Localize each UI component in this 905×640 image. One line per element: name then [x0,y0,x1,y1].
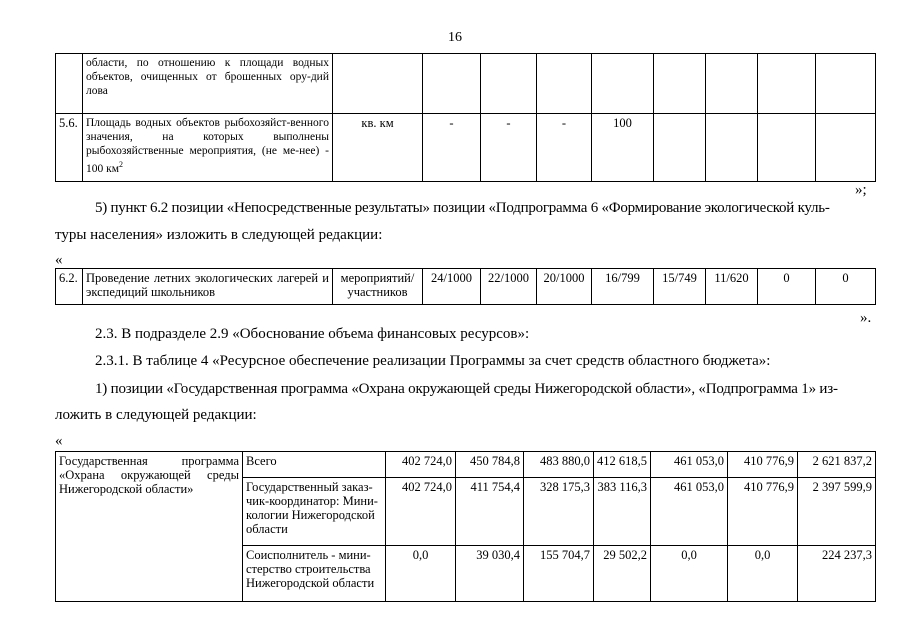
table-row [56,452,876,478]
row-number: 5.6. [56,114,83,182]
indicator-name: Проведение летних экологических лагерей и экспедиций школьников [83,269,333,305]
value-cell [481,54,537,114]
value-cell: 402 724,0 [386,452,456,478]
value-cell: 383 116,3 [594,478,651,546]
closing-quote: »; [855,182,867,198]
value-cell: 410 776,9 [728,478,798,546]
value-cell: 328 175,3 [524,478,594,546]
value-cell: 22/1000 [481,269,537,305]
opening-quote: « [55,252,63,268]
value-cell [758,114,816,182]
value-cell [654,114,706,182]
value-cell: 412 618,5 [594,452,651,478]
value-cell: 11/620 [706,269,758,305]
row-number: 6.2. [56,269,83,305]
table-row [56,269,876,305]
value-cell: 450 784,8 [456,452,524,478]
value-cell: 100 [592,114,654,182]
program-name: Государственная программа «Охрана окружающей среды Нижегородской области» [56,452,243,602]
closing-quote: ». [860,310,872,326]
table-indicators-continued [55,53,876,182]
opening-quote: « [55,433,63,449]
value-cell: 461 053,0 [651,478,728,546]
unit-cell: мероприятий/ участников [333,269,423,305]
value-cell: - [423,114,481,182]
value-cell [706,114,758,182]
unit-cell: кв. км [333,114,423,182]
value-cell [758,54,816,114]
unit-cell [333,54,423,114]
paragraph-1-line-2: ложить в следующей редакции: [55,407,257,423]
value-cell [592,54,654,114]
indicator-text: Площадь водных объектов рыбохозяйст-венного значения, на которых выполнены рыбохозяйственные мероприятия, (не ме-нее) - 100 км [86,117,329,175]
value-cell [816,114,876,182]
value-cell [654,54,706,114]
value-cell [423,54,481,114]
value-cell: 0,0 [386,546,456,602]
indicator-name [83,114,333,182]
table-row [56,114,876,182]
paragraph-2-3-1: 2.3.1. В таблице 4 «Ресурсное обеспечение реализации Программы за счет средств областного бюджета»: [95,353,771,369]
value-cell: 0 [816,269,876,305]
row-label: Государственный заказ-чик-координатор: Мини-кологии Нижегородской области [243,478,386,546]
value-cell: 411 754,4 [456,478,524,546]
value-cell [537,54,592,114]
page-number: 16 [448,30,462,45]
paragraph-1-line-1: 1) позиции «Государственная программа «Охрана окружающей среды Нижегородской области», «Подпрограмма 1» из- [95,381,838,397]
indicator-name: области, по отношению к площади водных объектов, очищенных от брошенных ору-дий лова [83,54,333,114]
table-indicator-6-2 [55,268,876,305]
paragraph-5-line-1: 5) пункт 6.2 позиции «Непосредственные результаты» позиции «Подпрограмма 6 «Формирование экологической куль- [95,200,830,216]
row-label: Всего [243,452,386,478]
value-cell: 24/1000 [423,269,481,305]
value-cell: 16/799 [592,269,654,305]
value-cell: 0,0 [728,546,798,602]
value-cell: 410 776,9 [728,452,798,478]
value-cell: - [537,114,592,182]
value-cell: 29 502,2 [594,546,651,602]
table-resource-provision [55,451,876,602]
value-cell: 20/1000 [537,269,592,305]
value-cell [816,54,876,114]
value-cell: 39 030,4 [456,546,524,602]
value-cell: 2 621 837,2 [798,452,876,478]
value-cell: 0,0 [651,546,728,602]
value-cell: 155 704,7 [524,546,594,602]
paragraph-2-3: 2.3. В подразделе 2.9 «Обоснование объема финансовых ресурсов»: [95,326,530,342]
value-cell: 483 880,0 [524,452,594,478]
row-number [56,54,83,114]
value-cell: - [481,114,537,182]
value-cell: 402 724,0 [386,478,456,546]
value-cell: 15/749 [654,269,706,305]
paragraph-5-line-2: туры населения» изложить в следующей редакции: [55,227,383,243]
value-cell: 2 397 599,9 [798,478,876,546]
value-cell: 224 237,3 [798,546,876,602]
row-label: Соисполнитель - мини-стерство строительства Нижегородской области [243,546,386,602]
value-cell: 461 053,0 [651,452,728,478]
value-cell [706,54,758,114]
superscript: 2 [119,160,123,169]
table-row [56,54,876,114]
value-cell: 0 [758,269,816,305]
